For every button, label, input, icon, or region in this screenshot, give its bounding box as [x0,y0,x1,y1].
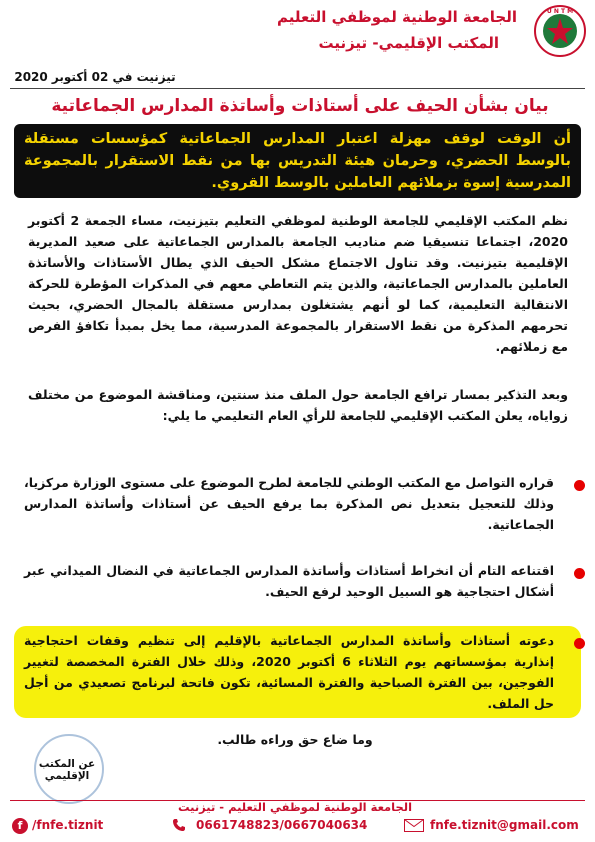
facebook-icon: f [12,818,28,834]
document-date: تيزنيت في 02 أكتوبر 2020 [14,70,176,84]
paragraph-1: نظم المكتب الإقليمي للجامعة الوطنية لموظفي التعليم بتيزنيت، مساء الجمعة 2 أكتوبر 2020، اجتماعا تنسيقيا ضم مناديب الجامعة بالمدارس الجماعاتية على صعيد المديرية الإقليمية بتيزنيت. وقد تناول الاجتماع مشكل الحيف الذي يطال الأستاذات والأساتذة العاملين بالمدارس الجماعاتية، والذين يتم التعاطي معهم في المذكرات المؤطرة للحركة الانتقالية التعليمية، كما لو أنهم يشتغلون بمدارس مستقلة بالمجال الحضري، بحيث تحرمهم المذكرة من نقط الاستقرار بالمجموعة المدرسية، مما يخل بمبدأ تكافؤ الفرص مع زملائهم. [28,213,568,354]
bullet-item-1: قراره التواصل مع المكتب الوطني للجامعة لطرح الموضوع على مستوى الوزارة مركزيا، وذلك للتعجيل بتعديل نص المذكرة بما يرفع الحيف عن أستاذات وأساتذة المدارس الجماعاتية. [24,475,554,532]
page-header [0,0,595,62]
phone-numbers: 0661748823/0667040634 [196,818,368,832]
document-title: بيان بشأن الحيف على أستاذات وأساتذة المدارس الجماعاتية [51,96,549,116]
email-icon [404,819,424,832]
bullet-dot-icon [574,638,585,649]
header-office: المكتب الإقليمي- تيزنيت [318,34,499,52]
headline-banner: أن الوقت لوقف مهزلة اعتبار المدارس الجماعاتية كمؤسسات مستقلة بالوسط الحضري، وحرمان هيئة التدريس بها من نقط الاستقرار بالمجموعة المدرسية إسوة بزملائهم العاملين بالوسط القروي. [14,124,581,198]
bullet-dot-icon [574,568,585,579]
union-logo [533,4,587,58]
phone-icon [172,818,186,832]
svg-text:U N T M: U N T M [546,8,574,15]
paragraph-2: وبعد التذكير بمسار ترافع الجامعة حول الملف منذ سنتين، ومناقشة الموضوع من مختلف زواياه، يعلن المكتب الإقليمي للجامعة للرأي العام التعليمي ما يلي: [28,387,568,423]
bullet-dot-icon [574,480,585,491]
email-address[interactable]: fnfe.tiznit@gmail.com [430,818,579,832]
header-org-name: الجامعة الوطنية لموظفي التعليم [277,8,517,26]
facebook-link[interactable]: /fnfe.tiznit [32,818,104,832]
divider [10,88,585,89]
bullet-item-2: اقتناعه التام أن انخراط أستاذات وأساتذة المدارس الجماعاتية في النضال الميداني عبر أشكال احتجاجية هو السبيل الوحيد لرفع الحيف. [24,563,554,599]
footer-title: الجامعة الوطنية لموظفي التعليم - تيزنيت [177,800,413,814]
signature-line: عن المكتب الإقليمي [38,758,96,782]
closing-phrase: وما ضاع حق وراءه طالب. [217,732,373,747]
bullet-item-3: دعوته أستاذات وأساتذة المدارس الجماعاتية بالإقليم إلى تنظيم وقفات احتجاجية إنذارية بمؤسساتهم يوم الثلاثاء 6 أكتوبر 2020، وذلك خلال الفترة المخصصة لتغيير الفوجين، بين الفترة الصباحية والفترة المسائية، تكون فاتحة لبرنامج تصعيدي من أجل حل الملف. [24,633,554,711]
